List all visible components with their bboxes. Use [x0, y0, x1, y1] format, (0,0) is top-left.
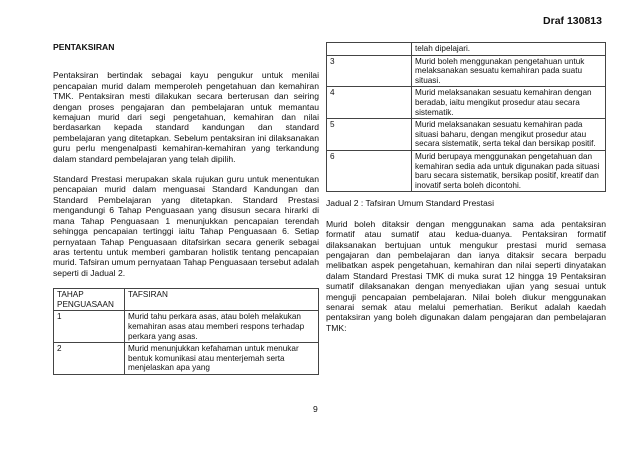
- description-cell: Murid melaksanakan sesuatu kemahiran pada situasi baharu, dengan mengikut prosedur atau secara sistematik, serta tekal dan bersikap positif.: [412, 119, 606, 151]
- paragraph-standard-prestasi: Standard Prestasi merupakan skala rujukan guru untuk menentukan pencapaian murid dalam menguasai Standard Kandungan dan Standard Pembelajaran yang ditetapkan. Standard Prestasi mengandungi 6 Tahap Penguasaan yang disusun secara hirarki di mana Tahap Penguasaan 1 menunjukkan pencapaian terendah sehingga pencapaian tertinggi iaitu Tahap Penguasaan 6. Setiap pernyataan Tahap Penguasaan ditafsirkan secara generik sebagai aras tertentu untuk memberi gambaran holistik tentang pencapaian murid. Tafsiran umum pernyataan Tahap Penguasaan tersebut adalah seperti di Jadual 2.: [53, 174, 319, 278]
- table-header-row: [54, 289, 319, 311]
- table-row: [327, 43, 606, 56]
- level-cell: [327, 43, 412, 56]
- paragraph-kaedah-pentaksiran: Murid boleh ditaksir dengan menggunakan sama ada pentaksiran formatif atau sumatif atau kedua-duanya. Pentaksiran formatif dilaksanakan bertujuan untuk mengukur prestasi murid semasa pengajaran dan pembelajaran dan ianya ditaksir secara berpadu melibatkan aspek pengetahuan, kemahiran dan nilai seperti dinyatakan dalam Standard Prestasi TMK di muka surat 12 hingga 19 Pentaksiran sumatif dilaksanakan dengan menyediakan ujian yang sesuai untuk menguji pencapaian pembelajaran. Nilai boleh diukur menggunakan senarai semak atau melalui pemerhatian. Berikut adalah kaedah pentaksiran yang boleh digunakan dalam pengajaran dan pembelajaran TMK:: [326, 218, 606, 333]
- table-row: [327, 55, 606, 87]
- section-heading: PENTAKSIRAN: [53, 42, 115, 52]
- description-cell: Murid berupaya menggunakan pengetahuan dan kemahiran sedia ada untuk digunakan pada situasi baru secara sistematik, bersikap positif, kreatif dan inovatif serta boleh dicontohi.: [412, 150, 606, 191]
- header-tafsiran: TAFSIRAN: [125, 289, 319, 311]
- draft-label: Draf 130813: [543, 15, 602, 27]
- description-cell: Murid boleh menggunakan pengetahuan untuk melaksanakan sesuatu kemahiran pada suatu situasi.: [412, 55, 606, 87]
- description-cell: telah dipelajari.: [412, 43, 606, 56]
- level-cell: 1: [54, 311, 125, 343]
- description-cell: Murid melaksanakan sesuatu kemahiran dengan beradab, iaitu mengikut prosedur atau secara sistematik.: [412, 87, 606, 119]
- paragraph-pentaksiran: Pentaksiran bertindak sebagai kayu pengukur untuk menilai pencapaian murid dalam memperoleh pengetahuan dan kemahiran TMK. Pentaksiran mesti dilakukan secara berterusan dan seiring dengan proses pengajaran dan pembelajaran untuk memantau kemajuan murid dari segi pengetahuan, kemahiran dan nilai berdasarkan kepada standard kandungan dan standard pembelajaran yang ditetapkan. Sebelum pentaksiran ini dilaksanakan guru perlu mengenalpasti kemahiran-kemahiran yang terkandung dalam standard pembelajaran yang telah dipilih.: [53, 70, 319, 164]
- left-column: [53, 42, 319, 375]
- tahap-penguasaan-table-continued: [326, 42, 606, 192]
- level-cell: 6: [327, 150, 412, 191]
- description-cell: Murid menunjukkan kefahaman untuk menukar bentuk komunikasi atau menterjemah serta menjelaskan apa yang: [125, 343, 319, 375]
- table-row: [327, 87, 606, 119]
- level-cell: 4: [327, 87, 412, 119]
- header-tahap: TAHAP PENGUASAAN: [54, 289, 125, 311]
- table-row: [327, 150, 606, 191]
- level-cell: 2: [54, 343, 125, 375]
- page-number: 9: [313, 404, 318, 414]
- tahap-penguasaan-table: [53, 288, 319, 375]
- table-row: [54, 343, 319, 375]
- table-row: [327, 119, 606, 151]
- right-column: [326, 42, 606, 343]
- description-cell: Murid tahu perkara asas, atau boleh melakukan kemahiran asas atau memberi respons terhadap perkara yang asas.: [125, 311, 319, 343]
- level-cell: 3: [327, 55, 412, 87]
- table-row: [54, 311, 319, 343]
- level-cell: 5: [327, 119, 412, 151]
- table-caption: Jadual 2 : Tafsiran Umum Standard Prestasi: [326, 198, 494, 209]
